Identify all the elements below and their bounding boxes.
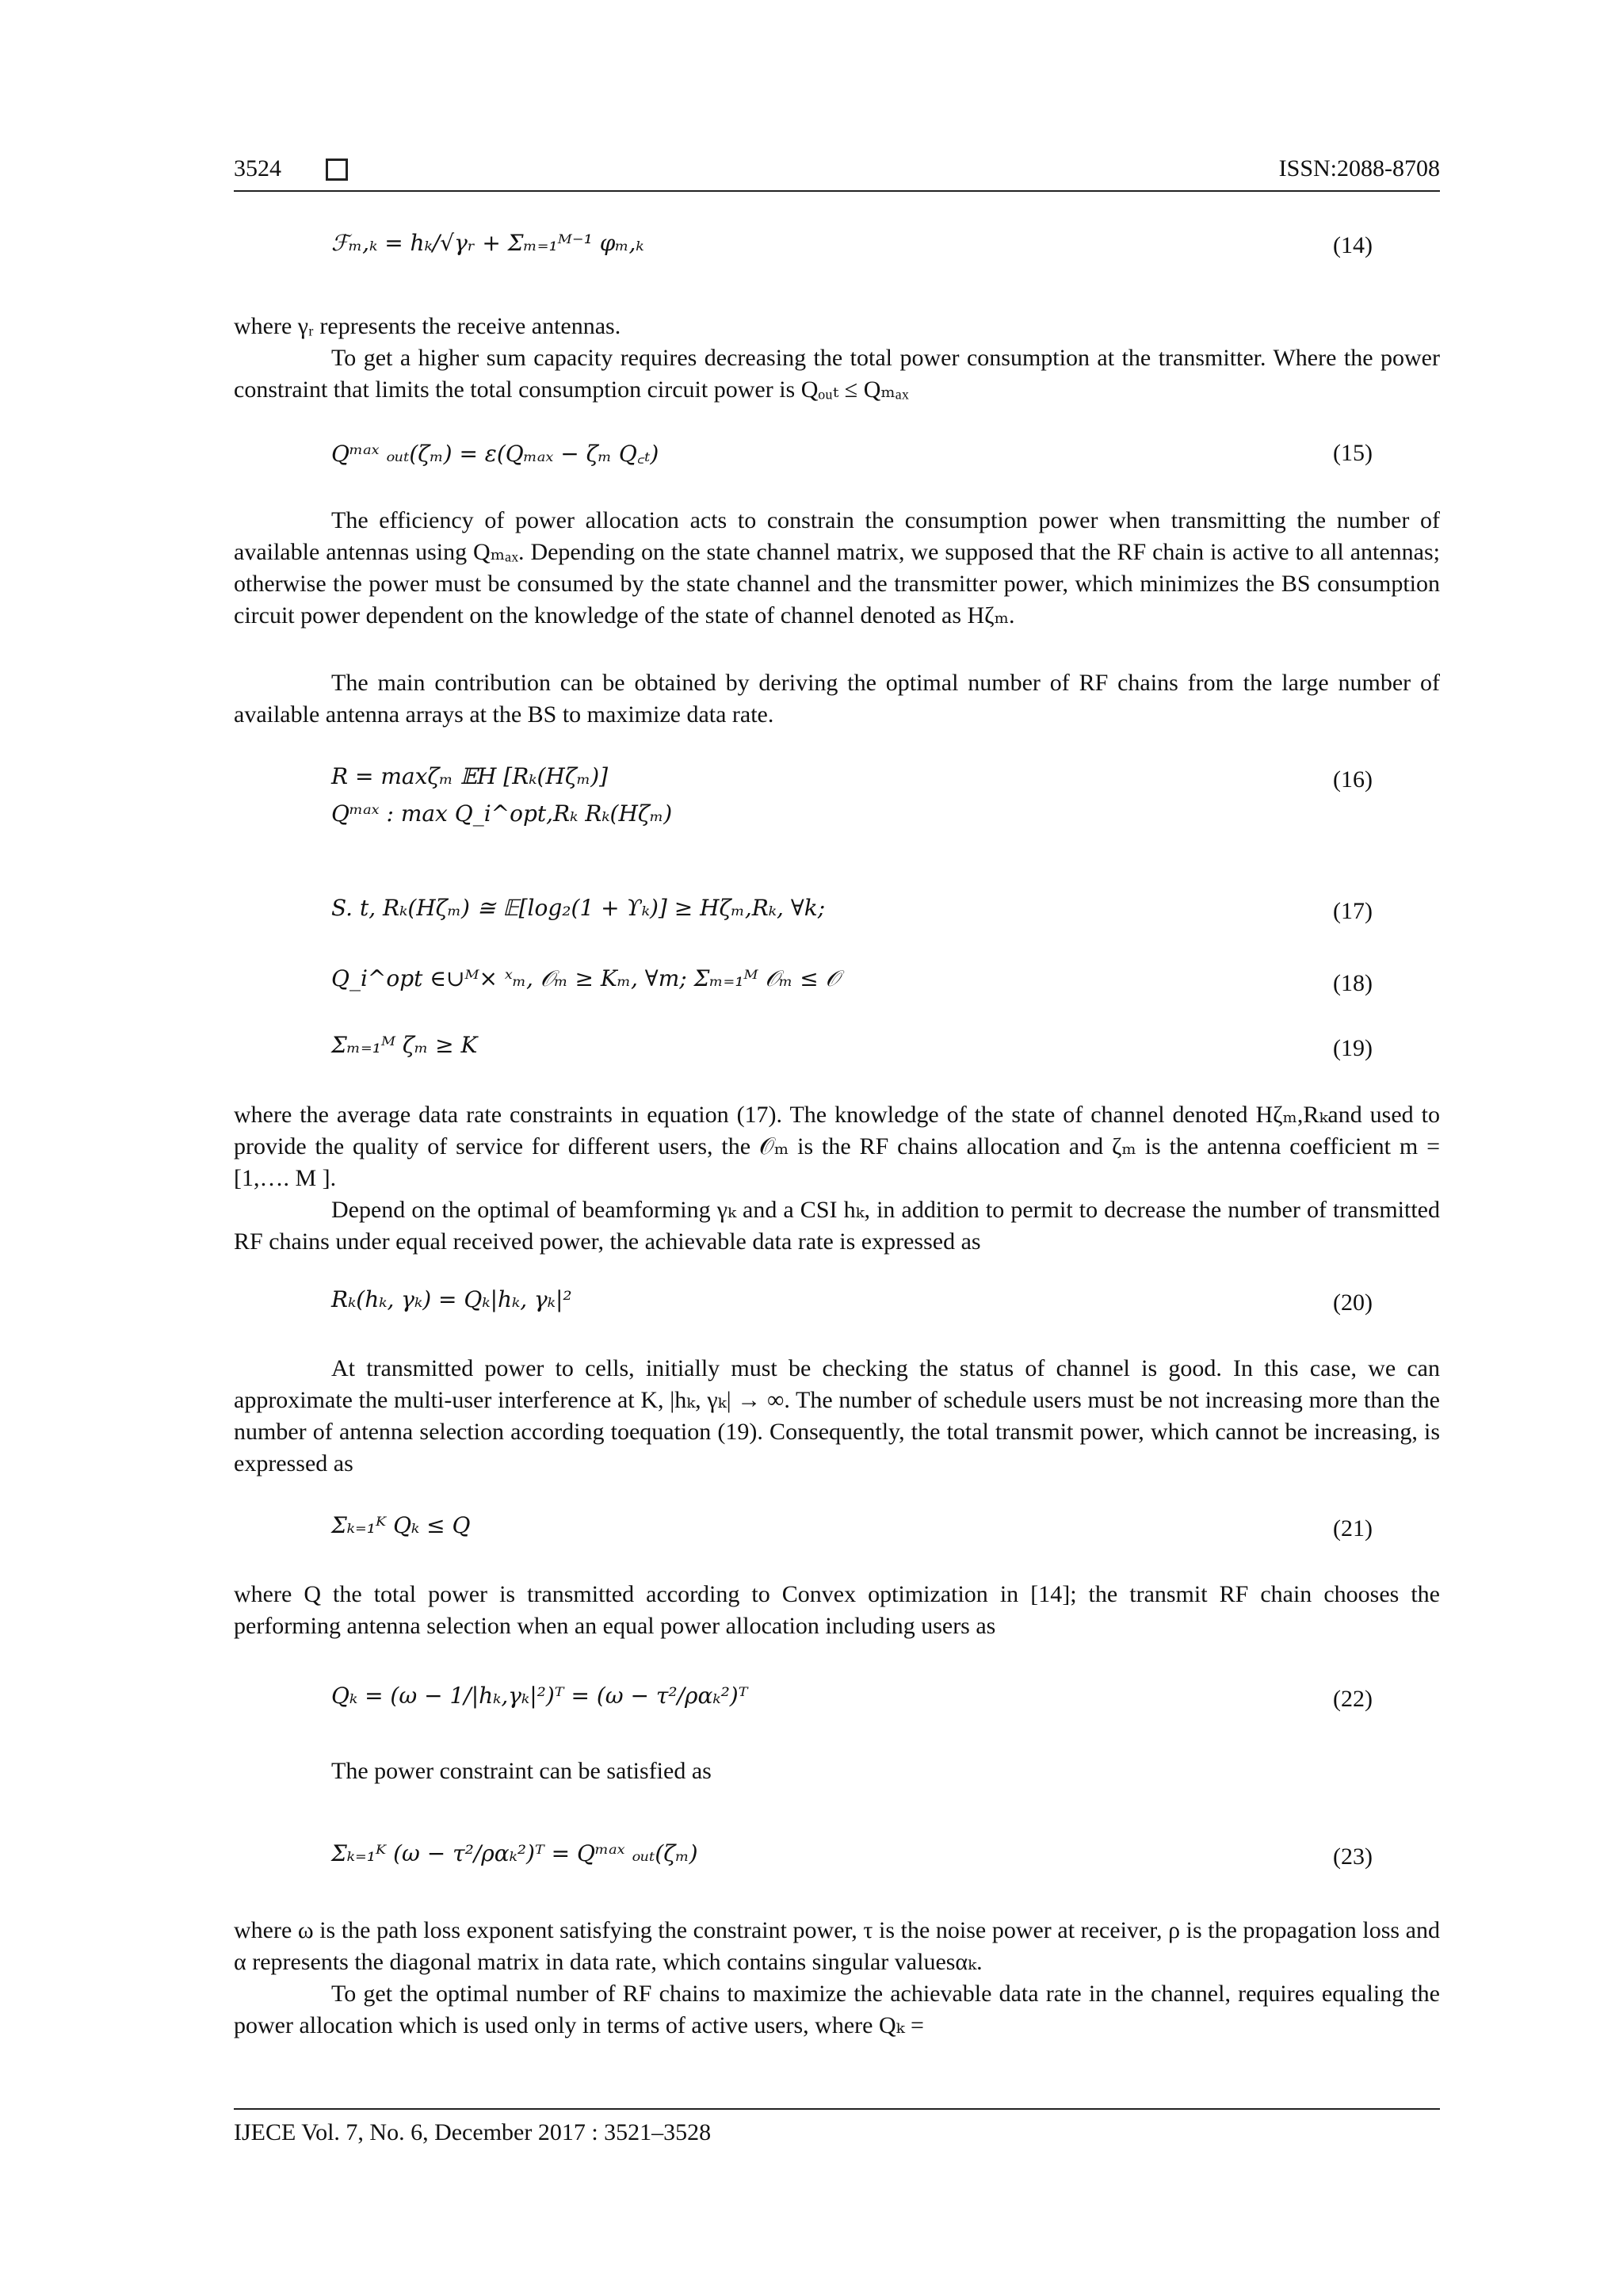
- equation-number-18: (18): [1333, 970, 1373, 996]
- equation-17: S. t, Rₖ(Hζₘ) ≅ 𝔼[log₂(1 + ϒₖ)] ≥ Hζₘ,Rₖ, ∀k;: [331, 895, 826, 921]
- journal-citation: IJECE Vol. 7, No. 6, December 2017 : 3521–3528: [234, 2119, 712, 2145]
- equation-22: Qₖ = (ω − 1/|hₖ,γₖ|²)ᵀ = (ω − τ²/ραₖ²)ᵀ: [331, 1683, 748, 1709]
- equation-21: Σₖ₌₁ᴷ Qₖ ≤ Q: [331, 1512, 471, 1538]
- equation-number-22: (22): [1333, 1686, 1373, 1712]
- checkbox-square-icon: [326, 159, 348, 181]
- page-number: 3524: [234, 155, 281, 181]
- equation-19: Σₘ₌₁ᴹ ζₘ ≥ K: [331, 1032, 478, 1058]
- equation-number-14: (14): [1333, 232, 1373, 258]
- equation-16-line-2: Qᵐᵃˣ : max Q_i^opt,Rₖ Rₖ(Hζₘ): [331, 800, 673, 827]
- equation-18: Q_i^opt ∈∪ᴹ× ˣₘ, 𝒪ₘ ≥ Kₘ, ∀m; Σₘ₌₁ᴹ 𝒪ₘ ≤ 𝒪: [331, 965, 840, 991]
- equation-number-19: (19): [1333, 1035, 1373, 1061]
- paragraph-power-constraint: The power constraint can be satisfied as: [331, 1758, 712, 1784]
- equation-15: Qᵐᵃˣ ₒᵤₜ(ζₘ) = ε(Qₘₐₓ − ζₘ Q꜀ₜ): [331, 441, 659, 467]
- equation-20: Rₖ(hₖ, γₖ) = Qₖ|hₖ, γₖ|²: [331, 1286, 572, 1312]
- equation-16-line-1: R = maxζₘ 𝔼H [Rₖ(Hζₘ)]: [331, 763, 609, 789]
- paragraph-sum-capacity: To get a higher sum capacity requires decreasing the total power consumption at the transmitter. Where the power constraint that limits the total consumption circuit power is Qₒᵤₜ ≤ Qₘₐₓ: [234, 345, 1440, 403]
- paragraph-receive-antennas: where γᵣ represents the receive antennas.: [234, 313, 621, 339]
- equation-number-21: (21): [1333, 1515, 1373, 1541]
- paragraph-transmitted-power: At transmitted power to cells, initially must be checking the status of channel is good. In this case, we can approximate the multi-user interference at K, |hₖ, γₖ| → ∞. The number of schedule users must be not increasing more than the number of antenna selection according toequation (19). Consequently, the total transmit power, which cannot be increasing, is expressed as: [234, 1355, 1440, 1477]
- paragraph-beamforming: Depend on the optimal of beamforming γₖ and a CSI hₖ, in addition to permit to decrease the number of transmitted RF chains under equal received power, the achievable data rate is expressed as: [234, 1197, 1440, 1255]
- equation-14: ℱₘ,ₖ = hₖ/√γᵣ + Σₘ₌₁ᴹ⁻¹ φₘ,ₖ: [331, 230, 644, 256]
- page-header: [234, 155, 1440, 192]
- page-footer: [234, 2108, 1440, 2145]
- issn-label: ISSN:2088-8708: [1278, 155, 1440, 181]
- equation-number-23: (23): [1333, 1843, 1373, 1870]
- paragraph-main-contribution: The main contribution can be obtained by deriving the optimal number of RF chains from the large number of available antenna arrays at the BS to maximize data rate.: [234, 670, 1440, 728]
- equation-number-16: (16): [1333, 766, 1373, 793]
- equation-number-15: (15): [1333, 440, 1373, 466]
- equation-number-17: (17): [1333, 898, 1373, 924]
- paragraph-power-efficiency: The efficiency of power allocation acts to constrain the consumption power when transmitting the number of available antennas using Qₘₐₓ. Depending on the state channel matrix, we supposed that the RF chain is active to all antennas; otherwise the power must be consumed by the state channel and the transmitter power, which minimizes the BS consumption circuit power dependent on the knowledge of the state of channel denoted as Hζₘ.: [234, 507, 1440, 628]
- paragraph-optimal-rf-chains: To get the optimal number of RF chains to maximize the achievable data rate in the channel, requires equaling the power allocation which is used only in terms of active users, where Qₖ =: [234, 1981, 1440, 2038]
- paragraph-rate-constraints: where the average data rate constraints in equation (17). The knowledge of the state of channel denoted Hζₘ,Rₖand used to provide the quality of service for different users, the 𝒪ₘ is the RF chains allocation and ζₘ is the antenna coefficient m = [1,…. M ].: [234, 1102, 1440, 1191]
- paragraph-path-loss: where ω is the path loss exponent satisfying the constraint power, τ is the noise power at receiver, ρ is the propagation loss and α represents the diagonal matrix in data rate, which contains singular valuesαₖ.: [234, 1917, 1440, 1975]
- paragraph-convex-optimization: where Q the total power is transmitted according to Convex optimization in [14]; the transmit RF chain chooses the performing antenna selection when an equal power allocation including users as: [234, 1581, 1440, 1639]
- equation-23: Σₖ₌₁ᴷ (ω − τ²/ραₖ²)ᵀ = Qᵐᵃˣ ₒᵤₜ(ζₘ): [331, 1840, 698, 1866]
- equation-number-20: (20): [1333, 1289, 1373, 1316]
